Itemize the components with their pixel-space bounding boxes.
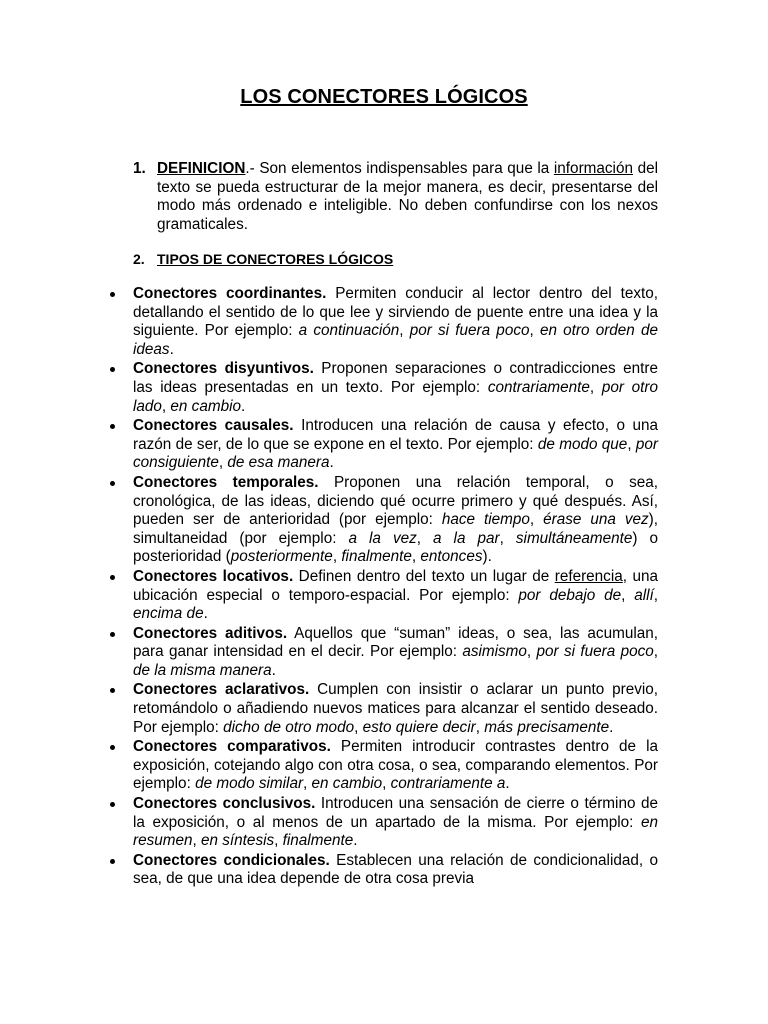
item-sep: , [653,586,659,604]
section-2-title: TIPOS DE CONECTORES LÓGICOS [157,251,394,267]
bullet-icon [110,745,115,750]
definition-separator: .- [245,160,255,177]
list-item-coordinantes [108,285,658,359]
list-item-aclarativos [108,681,658,737]
informacion-link[interactable]: información [553,160,633,177]
definition-number: 1. [133,160,146,177]
bullet-icon [110,802,115,807]
item-text: Proponen separaciones o contradicciones entre las ideas presentadas en un texto. Por ejemplo: [133,360,658,396]
item-example: encima de [133,605,204,623]
item-example: por otro lado [133,378,658,415]
item-text: Permiten introducir contrastes dentro de la exposición, cotejando algo con otra cosa, o sea, comparando elementos. Por ejemplo: [133,738,658,793]
item-example: entonces [420,548,483,566]
item-term: Conectores locativos. [133,567,294,585]
item-text: Permiten conducir al lector dentro del texto, detallando el sentido de lo que lee y sirviendo de puente entre una idea y la siguiente. Por ejemplo: [133,285,658,340]
item-end: . [329,454,334,472]
item-example: por debajo de [518,586,622,604]
item-term: Conectores conclusivos. [133,795,316,813]
bullet-icon [110,632,115,637]
item-text: Cumplen con insistir o aclarar un punto previo, retomándolo o añadiendo nuevos matices para alcanzar el sentido deseado. Por ejemplo: [133,681,658,736]
item-sep: , [529,511,544,529]
item-example: érase una vez [543,511,649,529]
item-example: dicho de otro modo [223,718,355,736]
item-example: contrariamente [487,378,590,396]
list-item-aditivos [108,625,658,681]
bullet-icon [110,688,115,693]
bullet-icon [110,575,115,580]
item-sep: , [303,775,312,793]
definition-text-2: del texto se pueda estructurar de la mejor manera, es decir, presentarse del modo más ordenado e inteligible. No deben confundirse con los nexos gramaticales. [157,160,658,233]
bullet-icon [110,481,115,486]
item-sep: , [399,322,410,340]
item-text: Establecen una relación de condicionalidad, o sea, de que una idea depende de otra cosa previa [133,851,658,888]
item-sep: , [499,529,516,547]
item-example: a la vez [348,529,417,547]
definition-text-1: Son elementos indispensables para que la [254,160,554,177]
item-sep: , [627,435,636,453]
item-term: Conectores causales. [133,417,294,435]
list-item-causales [108,417,658,473]
item-text: Aquellos que “suman” ideas, o sea, las acumulan, para ganar intensidad en el decir. Por ejemplo: [133,624,658,661]
item-end: . [203,605,208,623]
item-term: Conectores disyuntivos. [133,360,314,378]
definition-body [157,160,658,234]
item-end: . [271,661,276,679]
item-sep: , [332,548,342,566]
item-example: a continuación [298,322,400,340]
list-item-temporales [108,474,658,567]
item-example: de modo similar [195,775,304,793]
list-item-condicionales [108,852,658,889]
item-example: en cambio [311,775,383,793]
item-example: por si fuera poco [536,643,654,661]
item-example: por consiguiente [133,435,658,472]
item-example: en otro orden de ideas [133,322,659,358]
item-text: Definen dentro del texto un lugar de [293,567,555,585]
item-example: de esa manera [227,454,330,472]
item-example: esto quiere decir [362,718,476,736]
list-item-conclusivos [108,795,658,851]
list-item-disyuntivos [108,360,658,416]
item-example: más precisamente [484,718,610,736]
item-sep: , [653,643,658,661]
item-sep: ) o posterioridad ( [133,529,659,566]
item-example: en cambio [170,397,241,415]
item-example: posteriormente [230,548,333,566]
list-item-locativos [108,568,658,624]
list-item-comparativos [108,738,658,794]
item-example: hace tiempo [441,511,530,529]
item-example: finalmente [282,832,354,850]
item-text: Introducen una sensación de cierre o término de la exposición, o al menos de un apartado de la misma. Por ejemplo: [133,795,658,831]
item-sep: , [526,643,537,661]
item-example: allí [634,586,654,604]
section-2-heading [133,251,393,267]
item-sep: , [589,378,602,396]
bullet-icon [110,859,115,864]
item-end: . [609,718,614,736]
item-example: en resumen [133,813,658,850]
item-end: . [505,775,510,793]
item-example: contrariamente a [390,775,506,793]
item-sep: , [192,832,202,850]
item-sep: , [621,586,635,604]
item-text: Proponen una relación temporal, o sea, cronológica, de las ideas, diciendo qué ocurre primero y qué después. Así, pueden ser de anterioridad (por ejemplo: [133,473,658,529]
section-2-number: 2. [133,251,145,267]
bullet-icon [110,367,115,372]
item-sep: , [411,548,421,566]
item-sep: , [382,775,391,793]
item-example: asimismo [462,643,527,661]
item-example: en síntesis [201,832,275,850]
item-example: de la misma manera [133,661,272,679]
item-example: a la par [433,529,500,547]
item-term: Conectores aclarativos. [133,681,310,699]
item-sep: , [218,454,228,472]
bullet-icon [110,292,115,297]
item-term: Conectores temporales. [133,473,319,491]
item-sep: , [354,718,363,736]
item-sep: , [475,718,485,736]
bullet-icon [110,424,115,429]
connector-types-list [108,285,658,890]
item-text: , una ubicación especial o temporo-espacial. Por ejemplo: [133,567,658,604]
item-text: Introducen una relación de causa y efecto, o una razón de ser, de lo que se expone en el texto. Por ejemplo: [133,417,658,453]
item-sep: , [529,322,540,340]
item-example: por si fuera poco [409,322,530,340]
item-end: . [353,832,358,850]
item-sep: , [416,529,434,547]
item-term: Conectores coordinantes. [133,285,327,302]
item-sep: , [161,397,171,415]
item-example: finalmente [341,548,412,566]
referencia-link[interactable]: referencia [554,567,623,585]
page-title: LOS CONECTORES LÓGICOS [240,86,528,108]
item-example: de modo que [537,435,628,453]
item-example: simultáneamente [515,529,633,547]
item-end: ). [482,548,492,566]
definition-paragraph [133,160,658,234]
item-sep: ), simultaneidad (por ejemplo: [133,511,659,547]
item-end: . [241,397,246,415]
item-term: Conectores aditivos. [133,624,288,642]
item-term: Conectores comparativos. [133,738,331,756]
item-term: Conectores condicionales. [133,851,330,869]
definition-heading: DEFINICION [157,160,246,177]
item-end: . [169,340,174,358]
item-sep: , [274,832,283,850]
